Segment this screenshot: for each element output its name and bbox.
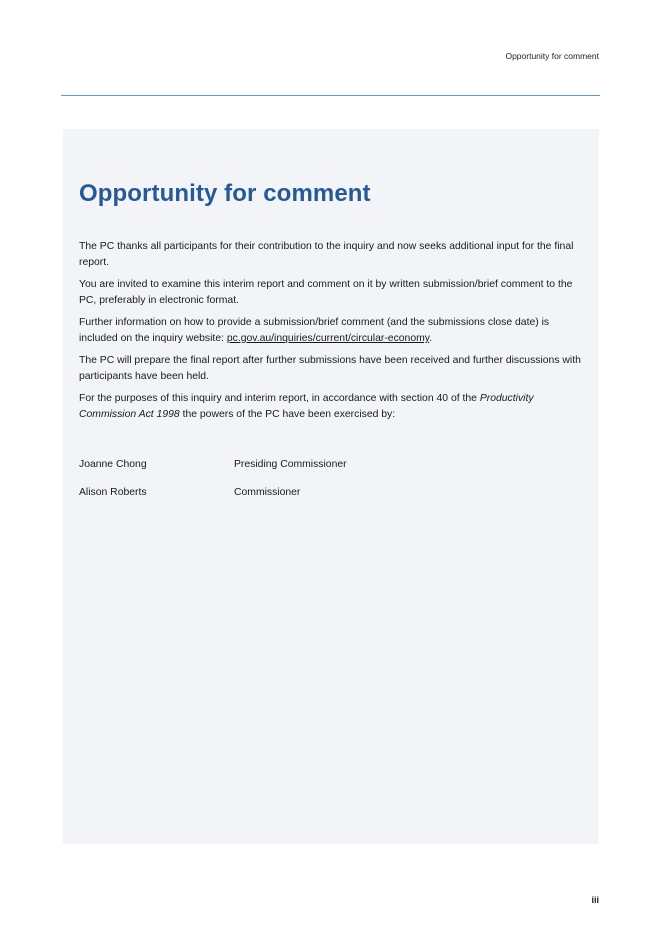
further-info-text: Further information on how to provide a submission/brief comment (and the submissions close date) is included on the inquiry website: [79,317,550,344]
commissioner-role: Commissioner [234,487,301,498]
commissioner-role: Presiding Commissioner [234,459,347,470]
commissioner-row [79,486,347,514]
commissioner-name: Alison Roberts [79,487,147,498]
powers-text: For the purposes of this inquiry and interim report, in accordance with section 40 of the [79,393,480,404]
paragraph-further-info [79,315,585,347]
commissioner-name: Joanne Chong [79,459,147,470]
commissioner-list [79,458,347,514]
inquiry-website-link[interactable]: pc.gov.au/inquiries/current/circular-economy [226,333,430,344]
header-divider [61,95,600,96]
paragraph-powers [79,391,585,423]
paragraph-final-report: The PC will prepare the final report after further submissions have been received and further discussions with participants have been held. [79,355,581,382]
running-header: Opportunity for comment [505,51,599,61]
page-title: Opportunity for comment [79,180,371,207]
paragraph-invitation: You are invited to examine this interim report and comment on it by written submission/brief comment to the PC, preferably in electronic format. [79,279,573,306]
commissioner-row [79,458,347,486]
powers-text-end: the powers of the PC have been exercised by: [179,409,396,420]
act-name: Productivity Commission Act 1998 [79,393,534,420]
body-text [79,239,585,429]
paragraph-thanks: The PC thanks all participants for their contribution to the inquiry and now seeks additional input for the final report. [79,241,574,268]
further-info-end: . [429,333,433,344]
page-number: iii [591,895,599,905]
